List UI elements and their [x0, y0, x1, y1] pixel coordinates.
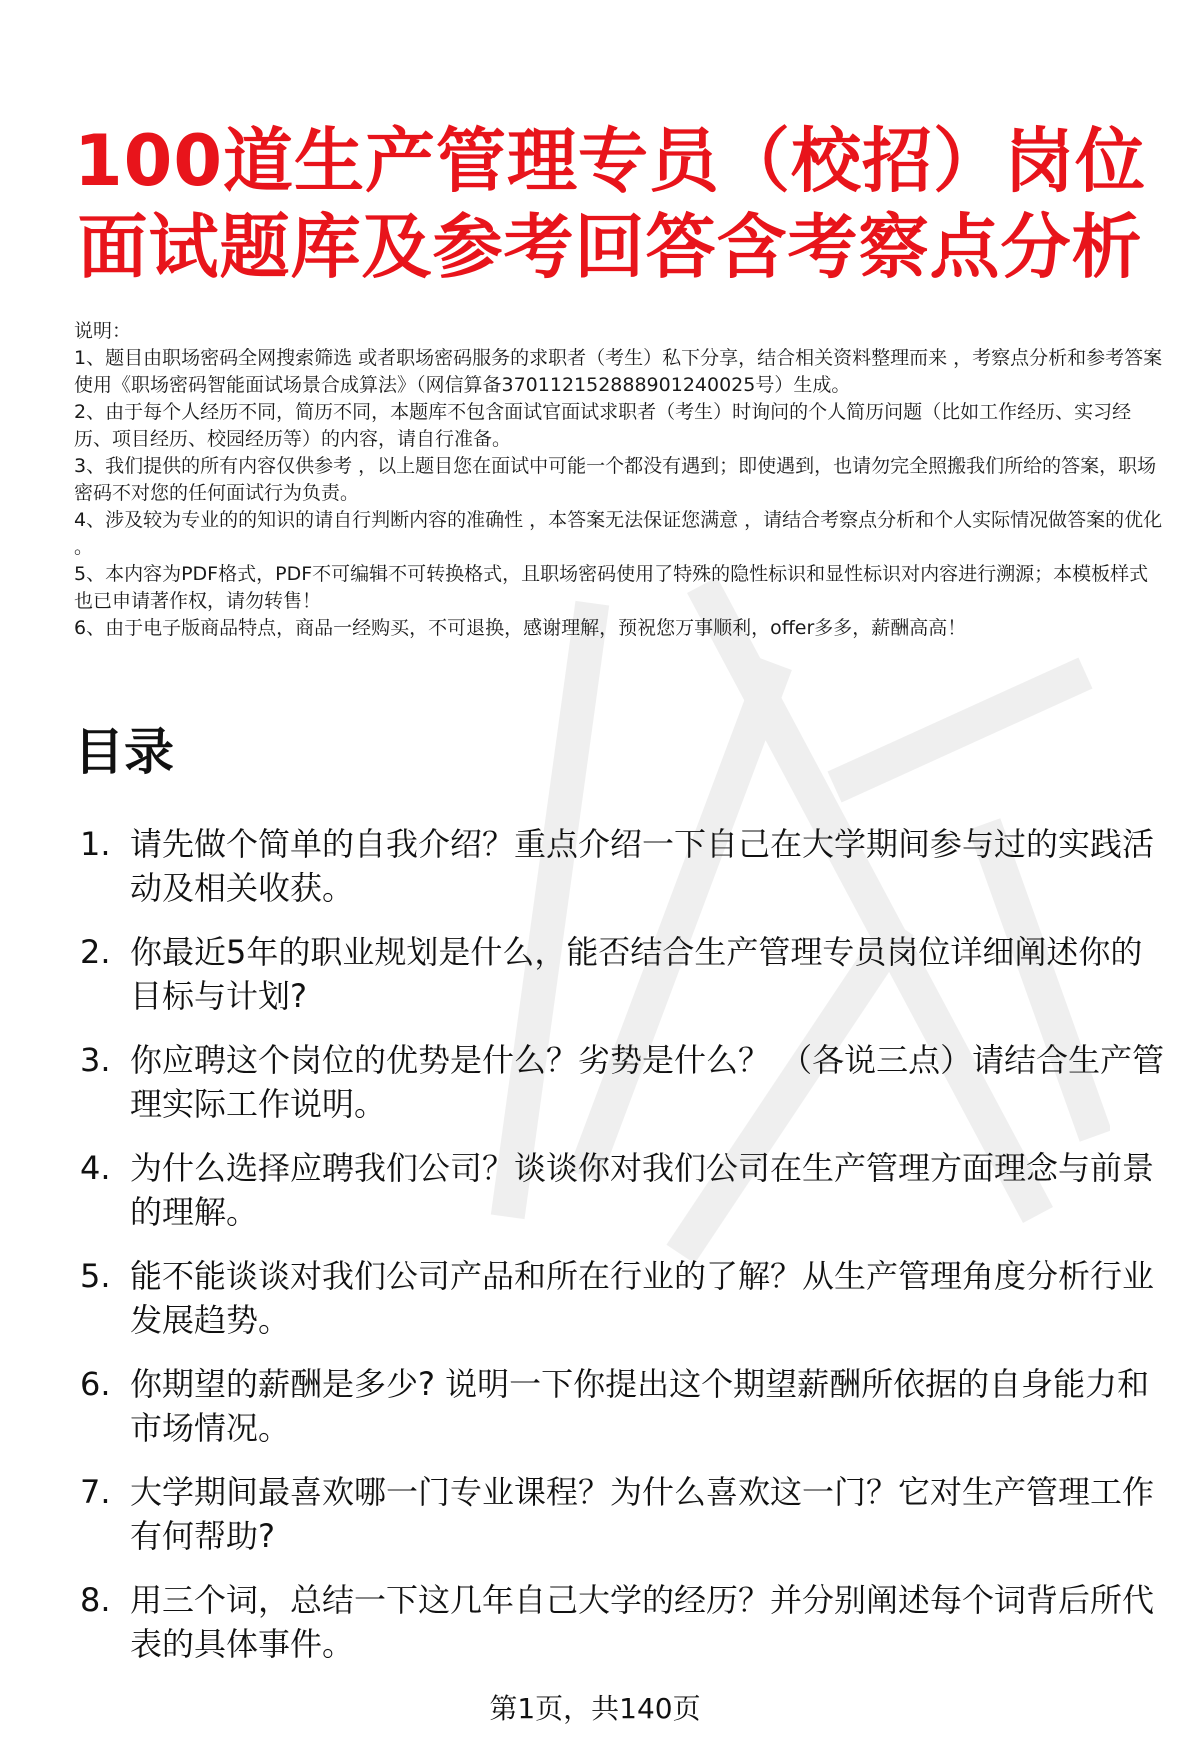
instruction-line-3: 3、我们提供的所有内容仅供参考 ，以上题目您在面试中可能一个都没有遇到；即使遇到，也请勿完全照搬我们所给的答案，职场密码不对您的任何面试行为负责。 — [74, 455, 1157, 504]
toc-item-text: 你应聘这个岗位的优势是什么？劣势是什么？ （各说三点）请结合生产管理实际工作说明。 — [130, 1041, 1165, 1123]
toc-item[interactable] — [76, 1146, 1166, 1234]
toc-item[interactable] — [76, 1470, 1166, 1558]
toc-item-text: 你最近5年的职业规划是什么，能否结合生产管理专员岗位详细阐述你的目标与计划? — [130, 933, 1143, 1015]
toc-item-number: 1. — [80, 825, 111, 863]
toc-item-text: 能不能谈谈对我们公司产品和所在行业的了解？从生产管理角度分析行业发展趋势。 — [130, 1257, 1155, 1339]
toc-item-number: 8. — [80, 1581, 111, 1619]
page-number: 第1页，共140页 — [489, 1692, 701, 1725]
toc-item-number: 4. — [80, 1149, 111, 1187]
instruction-line-5: 5、本内容为PDF格式，PDF不可编辑不可转换格式，且职场密码使用了特殊的隐性标识和显性标识对内容进行溯源；本模板样式也已申请著作权，请勿转售！ — [74, 563, 1149, 612]
toc-heading: 目录 — [74, 723, 174, 781]
toc-item-text: 为什么选择应聘我们公司？谈谈你对我们公司在生产管理方面理念与前景的理解。 — [130, 1149, 1155, 1231]
toc-item[interactable] — [76, 930, 1166, 1018]
toc-item-number: 7. — [80, 1473, 111, 1511]
toc-item-text: 用三个词，总结一下这几年自己大学的经历？并分别阐述每个词背后所代表的具体事件。 — [130, 1581, 1155, 1663]
instruction-line-4: 4、涉及较为专业的的知识的请自行判断内容的准确性 ，本答案无法保证您满意 ，请结合考察点分析和个人实际情况做答案的优化 。 — [74, 509, 1163, 558]
toc-item[interactable] — [76, 822, 1166, 910]
toc-item-text: 你期望的薪酬是多少? 说明一下你提出这个期望薪酬所依据的自身能力和市场情况。 — [130, 1365, 1150, 1447]
toc-item-text: 请先做个简单的自我介绍？重点介绍一下自己在大学期间参与过的实践活动及相关收获。 — [130, 825, 1155, 907]
toc-item-text: 大学期间最喜欢哪一门专业课程？为什么喜欢这一门？它对生产管理工作有何帮助? — [130, 1473, 1155, 1555]
instructions-section — [74, 318, 1166, 642]
instruction-line-6: 6、由于电子版商品特点，商品一经购买，不可退换，感谢理解，预祝您万事顺利，offer多多，薪酬高高！ — [74, 617, 967, 639]
instruction-line-1: 1、题目由职场密码全网搜索筛选 或者职场密码服务的求职者（考生）私下分享，结合相关资料整理而来 ，考察点分析和参考答案使用《职场密码智能面试场景合成算法》（网信算备370112152888901240025号）生成。 — [74, 347, 1163, 396]
instructions-heading: 说明： — [74, 320, 132, 342]
toc-item-number: 6. — [80, 1365, 111, 1403]
toc-list — [76, 822, 1166, 1686]
toc-item[interactable] — [76, 1254, 1166, 1342]
toc-item[interactable] — [76, 1578, 1166, 1666]
toc-item[interactable] — [76, 1038, 1166, 1126]
document-title: 100道生产管理专员（校招）岗位面试题库及参考回答含考察点分析 — [73, 120, 1147, 288]
toc-item-number: 5. — [80, 1257, 111, 1295]
instruction-line-2: 2、由于每个人经历不同，简历不同，本题库不包含面试官面试求职者（考生）时询问的个人简历问题（比如工作经历、实习经历、项目经历、校园经历等）的内容，请自行准备。 — [74, 401, 1132, 450]
toc-item-number: 3. — [80, 1041, 111, 1079]
toc-item-number: 2. — [80, 933, 111, 971]
toc-item[interactable] — [76, 1362, 1166, 1450]
